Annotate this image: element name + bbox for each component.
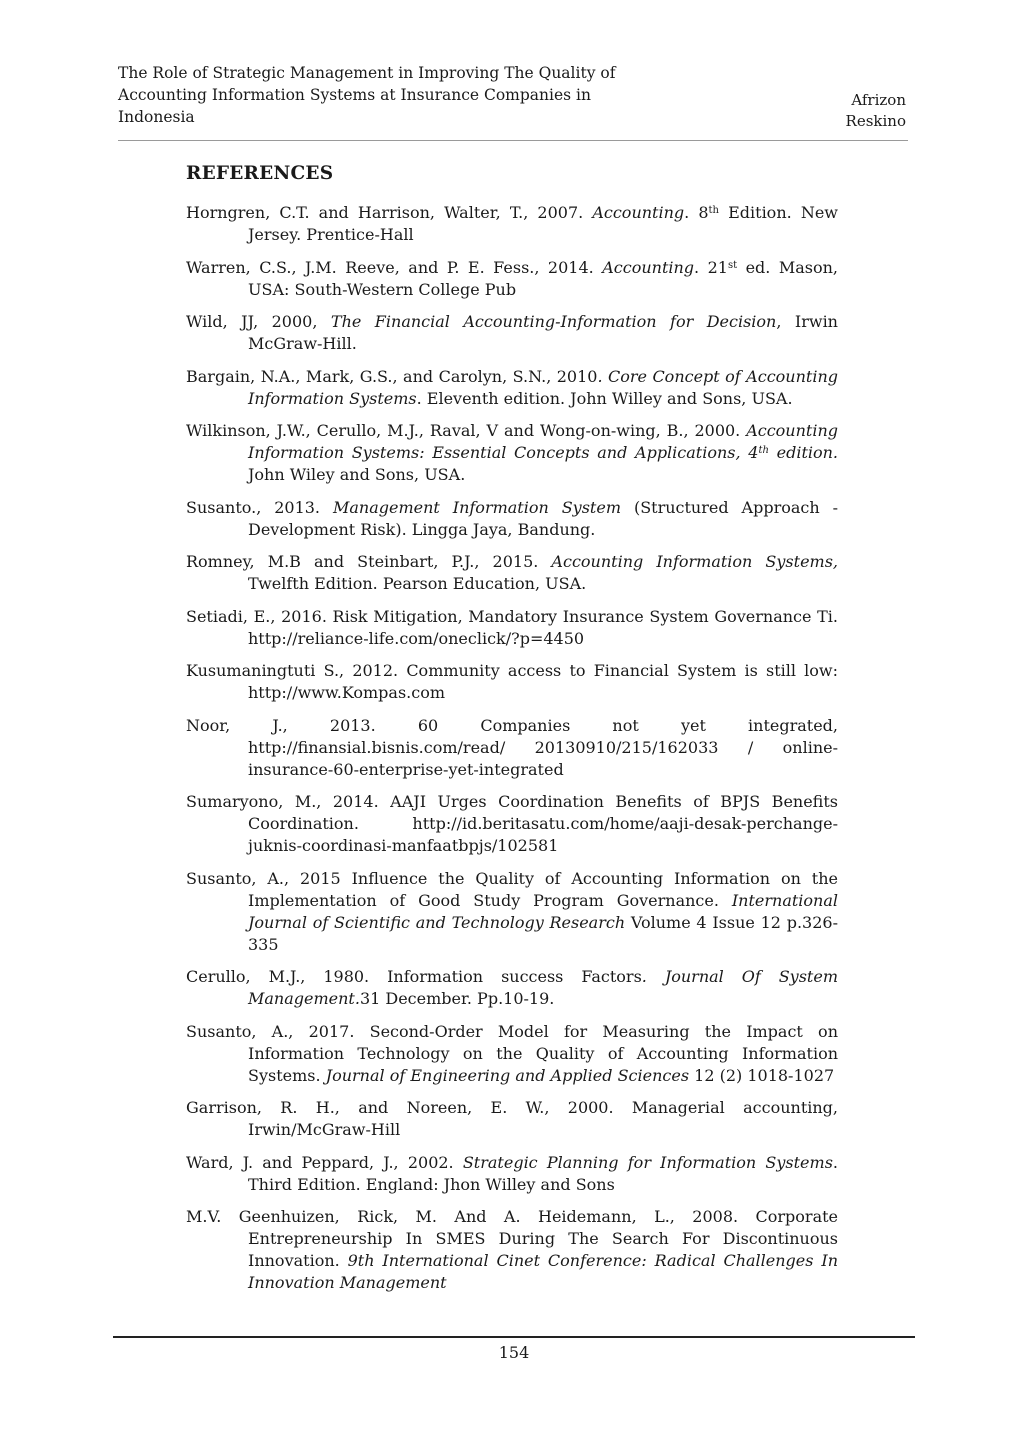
reference-title: Accounting [592,203,685,222]
reference-entry: Susanto, A., 2017. Second-Order Model for Measuring the Impact on Information Technology on the Quality of Accounting Information Systems. Journal of Engineering and Applied Sciences 12 (2) 1018-1027 [186,1021,838,1085]
reference-title: International Journal of Scientific and Technology Research [248,890,838,932]
reference-entry: Garrison, R. H., and Noreen, E. W., 2000. Managerial accounting, Irwin/McGraw-Hill [186,1098,838,1139]
page-number: 154 [498,1343,530,1362]
reference-title: Accounting [602,257,695,277]
reference-entry: Bargain, N.A., Mark, G.S., and Carolyn, S.N., 2010. Core Concept of Accounting Information Systems. Eleventh edition. John Willey and Sons, USA. [186,366,838,408]
ordinal-suffix: th [758,445,769,456]
reference-entry: Noor, J., 2013. 60 Companies not yet integrated, http://finansial.bisnis.com/read/ 20130910/215/162033 / online-insurance-60-enterprise-yet-integrated [186,715,838,779]
author-first-name: Afrizon [851,91,906,109]
reference-entry: Romney, M.B and Steinbart, P.J., 2015. Accounting Information Systems, Twelfth Edition. Pearson Education, USA. [186,552,838,593]
reference-entry: M.V. Geenhuizen, Rick, M. And A. Heidemann, L., 2008. Corporate Entrepreneurship In SMES During The Search For Discontinuous Innovation. 9th International Cinet Conference: Radical Challenges In Innovation Management [186,1207,839,1292]
running-header-title: The Role of Strategic Management in Improving The Quality of Accounting Information Systems at Insurance Companies in Indonesia [118,64,616,126]
reference-entry: Cerullo, M.J., 1980. Information success Factors. Journal Of System Management.31 December. Pp.10-19. [186,967,839,1008]
ordinal-suffix: st [727,259,738,271]
reference-entry: Ward, J. and Peppard, J., 2002. Strategic Planning for Information Systems. Third Edition. England: Jhon Willey and Sons [186,1152,838,1194]
reference-entry: Wilkinson, J.W., Cerullo, M.J., Raval, V and Wong-on-wing, B., 2000. Accounting Information Systems: Essential Concepts and Applications, 4th edition. John Wiley and Sons, USA. [186,421,839,484]
reference-title: . Journal Of System Management. [248,967,839,1008]
reference-entry: Horngren, C.T. and Harrison, Walter, T., 2007. Accounting. 8th Edition. New Jersey. Prentice-Hall [186,203,838,244]
reference-title: Journal of Engineering and Applied Sciences [325,1065,690,1085]
reference-title: Accounting Information Systems, [551,552,838,571]
reference-title: Management Information System [332,497,622,517]
reference-title: Strategic Planning for Information Systems [462,1152,833,1172]
reference-entry: Kusumaningtuti S., 2012. Community access to Financial System is still low: http://www.Kompas.com [186,661,838,702]
reference-entry: Warren, C.S., J.M. Reeve, and P. E. Fess., 2014. Accounting. 21st ed. Mason, USA: South-Western College Pub [186,257,839,299]
footer-rule [113,1336,915,1338]
reference-entry: Setiadi, E., 2016. Risk Mitigation, Mandatory Insurance System Governance Ti. http://reliance-life.com/oneclick/?p=4450 [186,606,838,648]
reference-title: edition. [768,443,839,462]
reference-list [186,202,838,1305]
running-header-author [846,90,906,132]
reference-title: . Core Concept of Accounting Information Systems [248,366,838,408]
reference-entry: Wild, JJ, 2000, The Financial Accounting-Information for Decision, Irwin McGraw-Hill. [186,312,838,353]
section-title: REFERENCES [186,163,334,184]
reference-title: 9th International Cinet Conference: Radical Challenges In Innovation Management [248,1251,839,1292]
ordinal-suffix: th [708,205,719,216]
reference-entry: Susanto, A., 2015 Influence the Quality of Accounting Information on the Implementation of Good Study Program Governance. International Journal of Scientific and Technology Research Volume 4 Issue 12 p.326-335 [186,868,838,954]
author-last-name: Reskino [845,112,906,130]
reference-entry: Susanto., 2013. Management Information System (Structured Approach - Development Risk). Lingga Jaya, Bandung. [186,497,839,539]
reference-entry: Sumaryono, M., 2014. AAJI Urges Coordination Benefits of BPJS Benefits Coordination. http://id.beritasatu.com/home/aaji-desak-perchange-juknis-coordinasi-manfaatbpjs/102581 [186,792,838,855]
reference-title: The Financial Accounting-Information for Decision [330,312,777,331]
running-header [118,62,908,141]
reference-title: Accounting Information Systems: Essential Concepts and Applications, 4 [248,421,838,462]
